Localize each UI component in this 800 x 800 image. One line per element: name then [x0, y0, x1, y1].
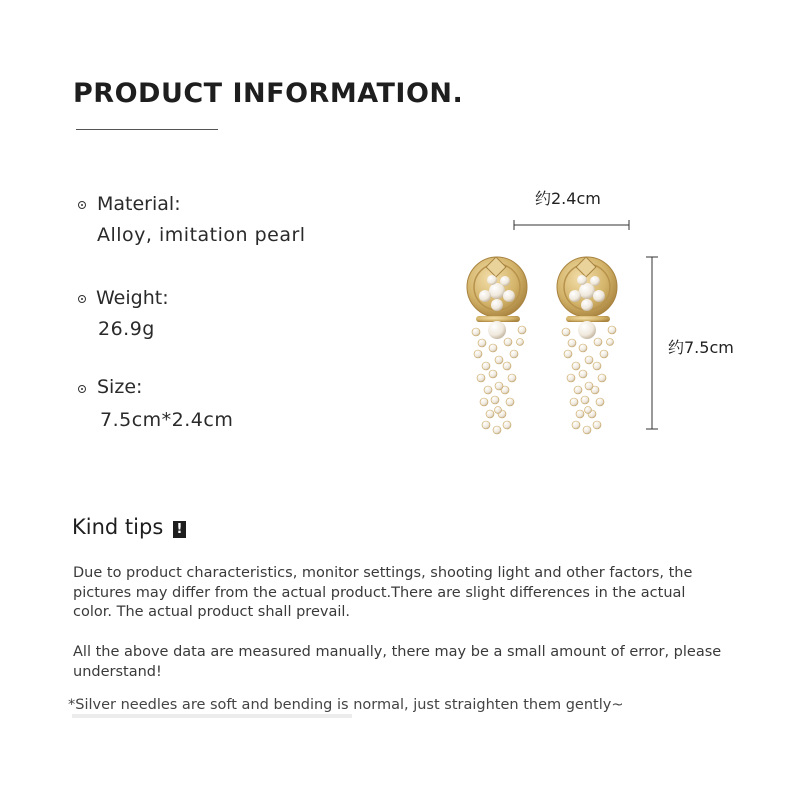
product-image — [462, 250, 647, 440]
page-title: PRODUCT INFORMATION. — [73, 78, 464, 109]
material-bullet-icon — [78, 201, 86, 209]
silver-needle-note: *Silver needles are soft and bending is normal, just straighten them gently~ — [68, 697, 624, 713]
earring-left — [467, 257, 527, 434]
width-dimension-line — [510, 218, 635, 232]
size-value: 7.5cm*2.4cm — [100, 409, 234, 431]
note-highlight — [72, 714, 352, 718]
weight-bullet-icon — [78, 295, 86, 303]
height-dimension-label: 约7.5cm — [668, 338, 734, 357]
disclaimer-paragraph: Due to product characteristics, monitor settings, shooting light and other factors, the pictures may differ from the actual product.There are slight differences in the actual color. The actual product shall prevail. — [73, 565, 693, 620]
kind-tips-heading — [72, 515, 186, 539]
size-label: Size: — [97, 376, 143, 398]
kind-tips-title: Kind tips — [72, 515, 164, 539]
earring-right — [557, 257, 617, 434]
weight-value: 26.9g — [98, 318, 155, 340]
material-value: Alloy, imitation pearl — [97, 224, 306, 246]
weight-label: Weight: — [96, 287, 169, 309]
title-divider — [76, 129, 218, 130]
size-bullet-icon — [78, 385, 86, 393]
exclamation-icon: ! — [173, 521, 186, 538]
measurement-paragraph: All the above data are measured manually, there may be a small amount of error, please understand! — [73, 644, 722, 680]
material-label: Material: — [97, 193, 181, 215]
width-dimension-label: 约2.4cm — [535, 189, 601, 208]
